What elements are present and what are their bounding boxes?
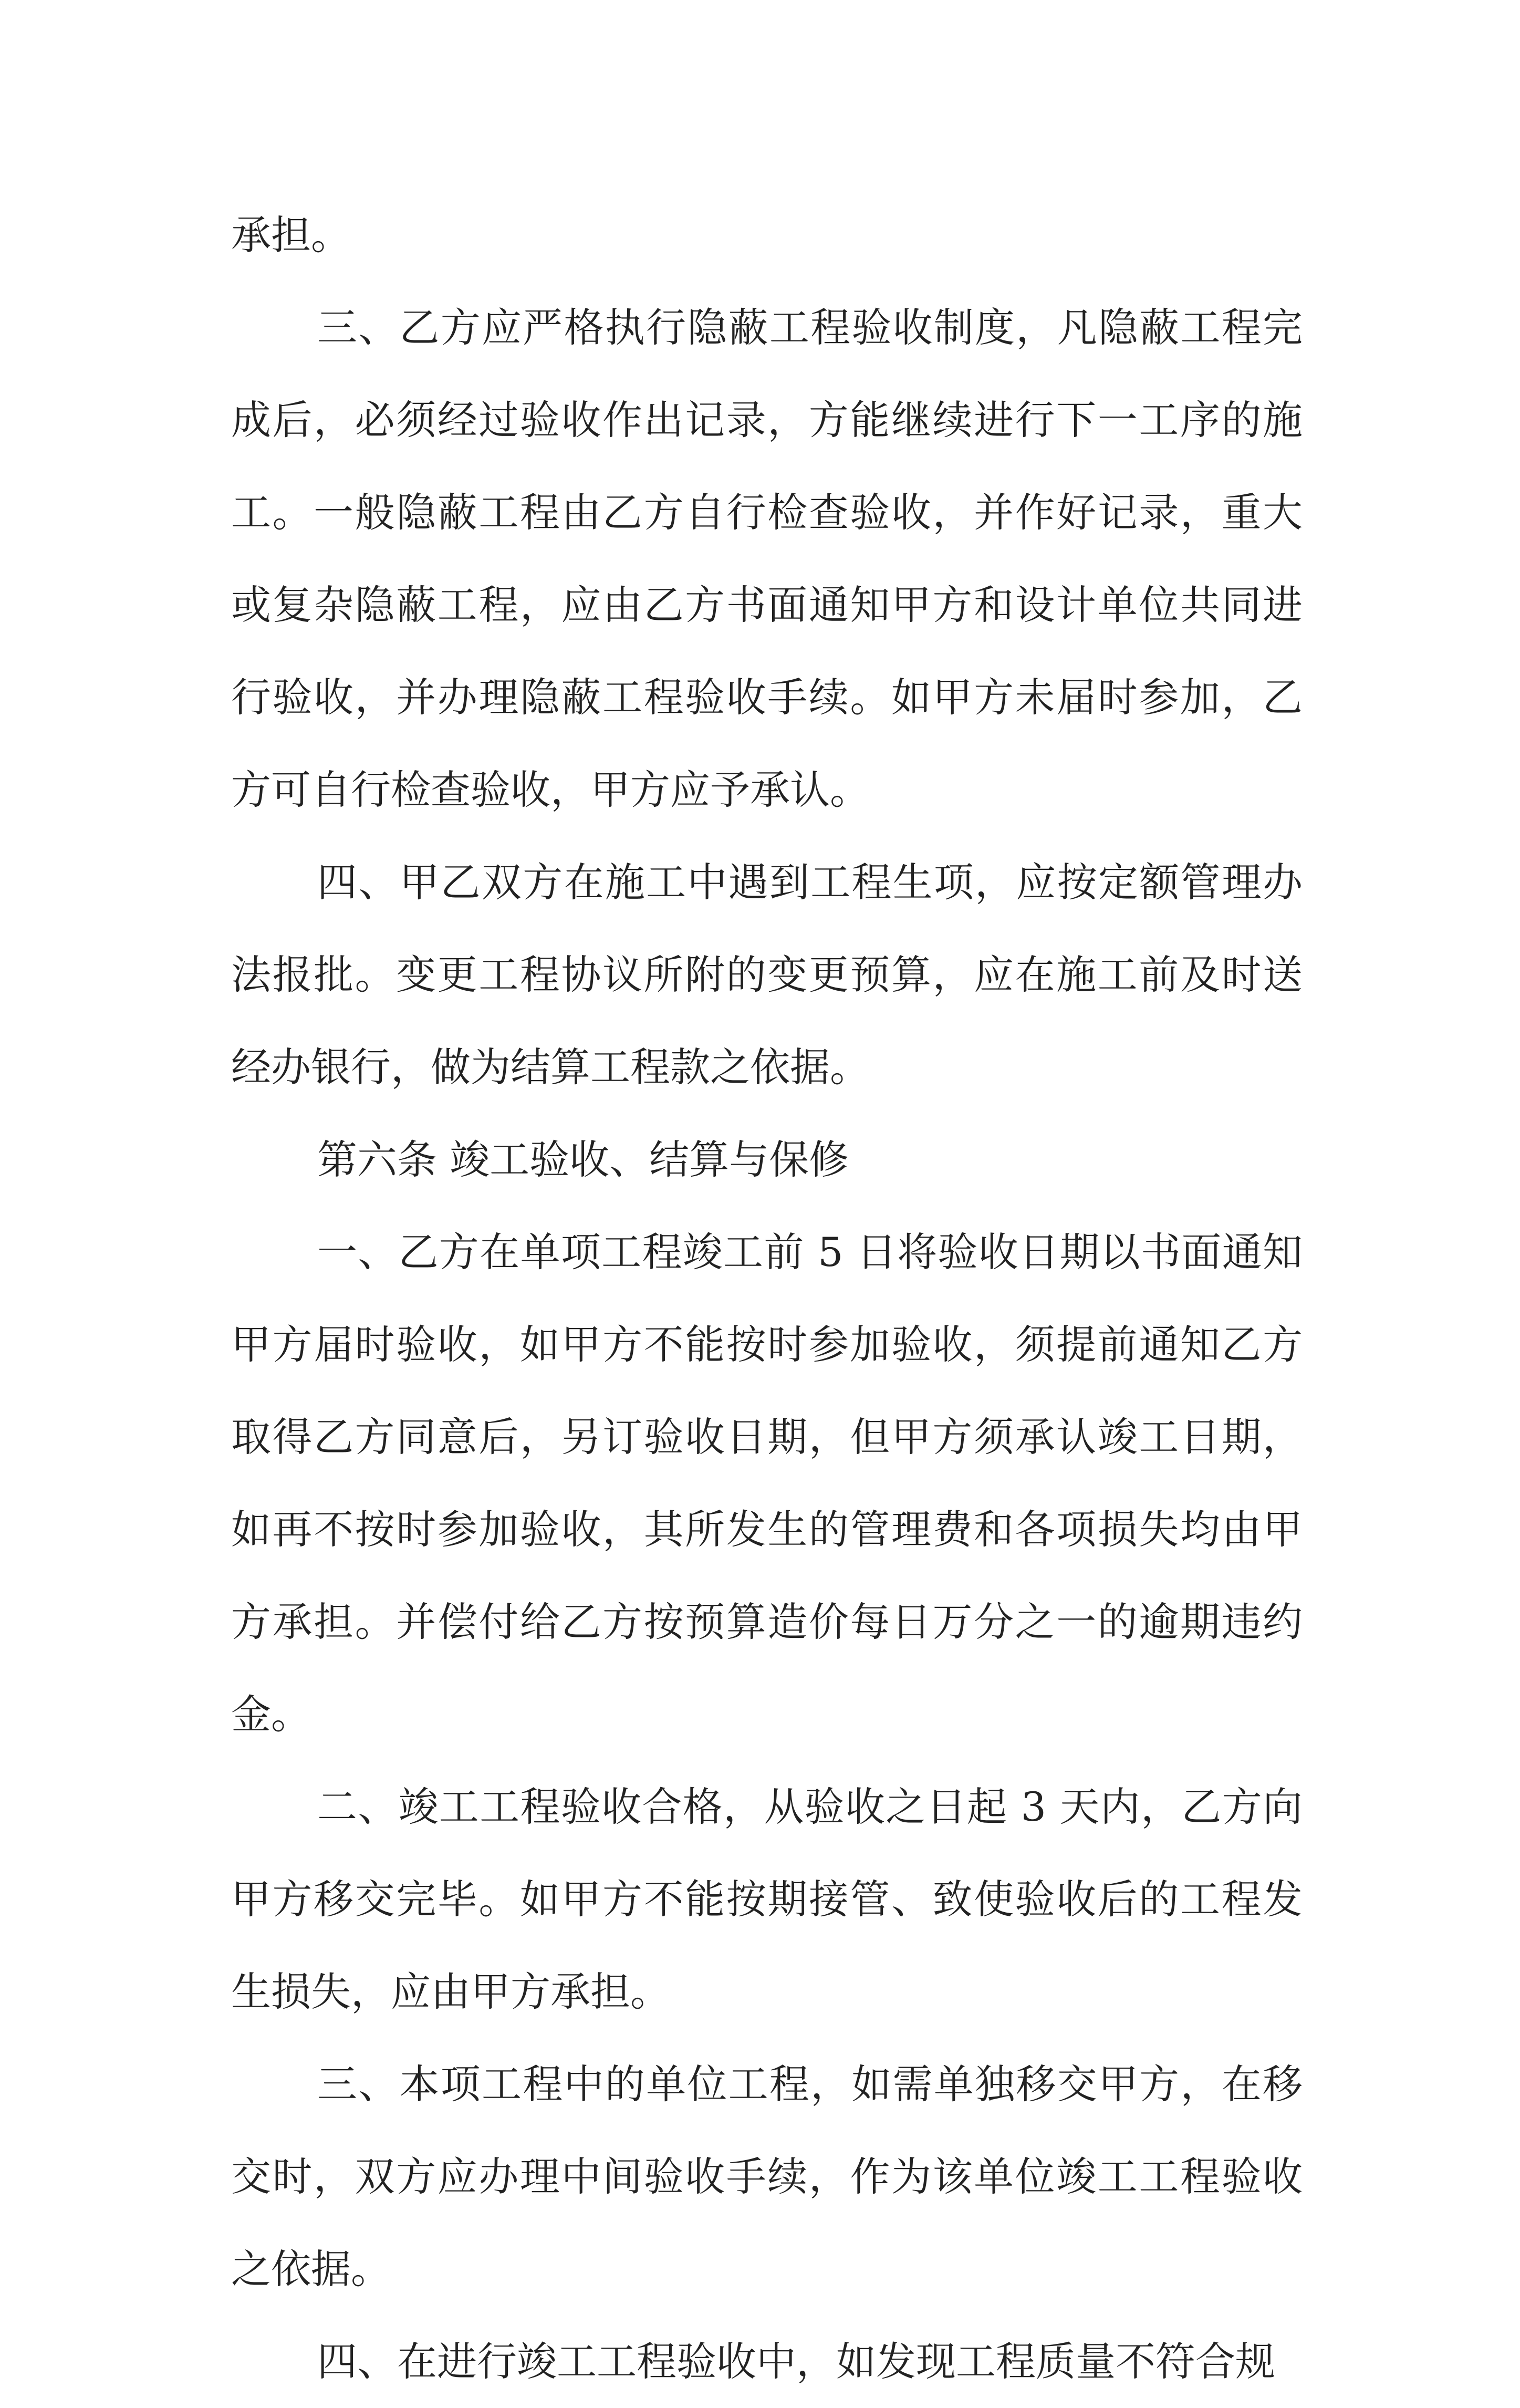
paragraph-change-approval: 四、甲乙双方在施工中遇到工程生项，应按定额管理办法报批。变更工程协议所附的变更预算，应在施工前及时送经办银行，做为结算工程款之依据。	[231, 859, 1303, 1091]
paragraph-hidden-works-inspection: 三、乙方应严格执行隐蔽工程验收制度，凡隐蔽工程完成后，必须经过验收作出记录，方能继续进行下一工序的施工。一般隐蔽工程由乙方自行检查验收，并作好记录，重大或复杂隐蔽工程，应由乙方书面通知甲方和设计单位共同进行验收，并办理隐蔽工程验收手续。如甲方未届时参加，乙方可自行检查验收，甲方应予承认。	[231, 304, 1303, 813]
section-heading-article-6: 第六条 竣工验收、结算与保修	[317, 1136, 849, 1183]
paragraph-quality-nonconformance: 四、在进行竣工工程验收中，如发现工程质量不符合规	[317, 2338, 1275, 2385]
paragraph-handover: 二、竣工工程验收合格，从验收之日起 3 天内，乙方向甲方移交完毕。如甲方不能按期接管、致使验收后的工程发生损失，应由甲方承担。	[231, 1783, 1303, 2015]
document-page	[231, 189, 1303, 2408]
paragraph-continuation: 承担。	[231, 212, 351, 258]
paragraph-completion-acceptance: 一、乙方在单项工程竣工前 5 日将验收日期以书面通知甲方届时验收，如甲方不能按时参加验收，须提前通知乙方取得乙方同意后，另订验收日期，但甲方须承认竣工日期，如再不按时参加验收，其所发生的管理费和各项损失均由甲方承担。并偿付给乙方按预算造价每日万分之一的逾期违约金。	[231, 1229, 1303, 1738]
paragraph-unit-handover: 三、本项工程中的单位工程，如需单独移交甲方，在移交时，双方应办理中间验收手续，作为该单位竣工工程验收之依据。	[231, 2061, 1303, 2292]
